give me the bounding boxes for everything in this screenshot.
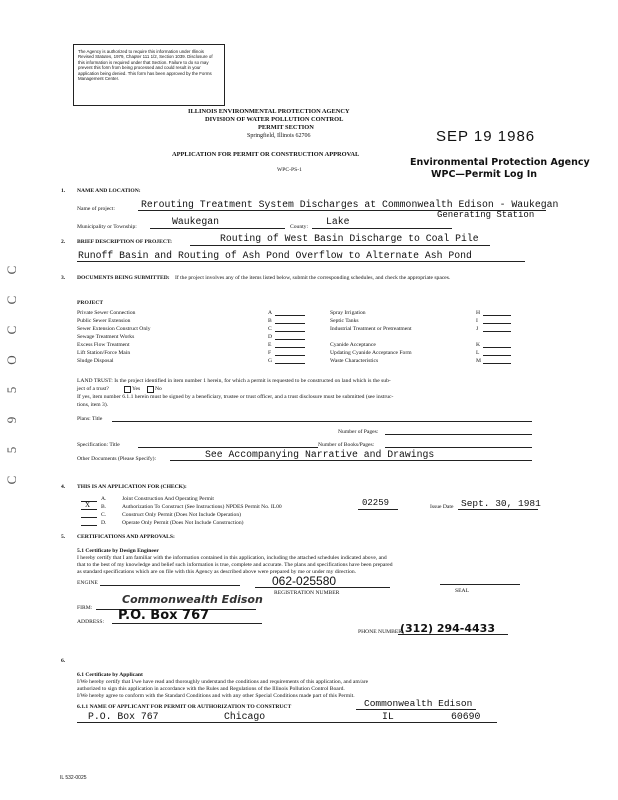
document-item-letter: H bbox=[476, 310, 481, 316]
land-trust-yes-label: Yes bbox=[132, 386, 141, 392]
stamp-log: WPC—Permit Log In bbox=[431, 169, 537, 180]
document-item: Excess Flow Treatment bbox=[77, 342, 130, 348]
project-name-value: Rerouting Treatment System Discharges at Commonwealth Edison - Waukegan bbox=[141, 199, 559, 210]
application-type-letter: B. bbox=[101, 504, 107, 510]
section-3-heading: DOCUMENTS BEING SUBMITTED: bbox=[77, 275, 170, 281]
land-trust-line-2: ject of a trust? bbox=[77, 386, 109, 392]
document-item: Sewage Treatment Works bbox=[77, 334, 135, 340]
project-name-value-2: Generating Station bbox=[437, 210, 535, 220]
section-6-number: 6. bbox=[61, 658, 66, 664]
margin-mark: C bbox=[4, 265, 19, 275]
document-item-letter: G bbox=[268, 358, 273, 364]
notice-box bbox=[73, 44, 225, 106]
land-trust-line-3: If yes, item number 6.1.1 herein must be signed by a beneficiary, trustee or trust officer, and a trust disclosure must be submitted (see instruc- bbox=[77, 394, 394, 400]
applicant-certificate-line-2: authorized to sign this application in accordance with the Rules and Regulations of the Illinois Pollution Control Board. bbox=[77, 686, 345, 692]
applicant-zip: 60690 bbox=[451, 711, 481, 722]
firm-label: FIRM: bbox=[77, 605, 93, 611]
other-documents-value: See Accompanying Narrative and Drawings bbox=[205, 449, 435, 460]
section-5-number: 5. bbox=[61, 534, 66, 540]
plans-title-label: Plans: Title bbox=[77, 416, 103, 422]
application-type-letter: C. bbox=[101, 512, 107, 518]
margin-mark: C bbox=[4, 295, 19, 305]
form-footer: IL 532-0025 bbox=[60, 775, 87, 781]
document-item-letter: I bbox=[476, 318, 478, 324]
section-name: PERMIT SECTION bbox=[258, 124, 314, 131]
document-item-letter: L bbox=[476, 350, 480, 356]
applicant-name-label: 6.1.1 NAME OF APPLICANT FOR PERMIT OR AUTHORIZATION TO CONSTRUCT bbox=[77, 704, 292, 710]
engineer-certificate-line-2: that to the best of my knowledge and belief such information is true, complete and accurate. The plans and specifications have been prepared bbox=[77, 562, 393, 568]
document-item-letter: K bbox=[476, 342, 481, 348]
registration-number-value: 062-025580 bbox=[272, 574, 337, 588]
form-number: WPC-PS-1 bbox=[277, 167, 302, 173]
engineer-certificate-line-3: as standard specifications which are on file with this Agency as described above were prepared by me or under my direction. bbox=[77, 569, 357, 575]
section-2-heading: BRIEF DESCRIPTION OF PROJECT: bbox=[77, 239, 173, 245]
division-name: DIVISION OF WATER POLLUTION CONTROL bbox=[205, 116, 344, 123]
section-2-number: 2. bbox=[61, 239, 66, 245]
margin-mark: 5 bbox=[4, 386, 19, 394]
section-3-intro: If the project involves any of the items listed below, submit the corresponding schedules, and check the appropriate spaces. bbox=[175, 275, 451, 281]
document-item: Septic Tanks bbox=[330, 318, 359, 324]
application-type-mark: X bbox=[85, 501, 91, 509]
other-documents-label: Other Documents (Please Specify): bbox=[77, 456, 157, 462]
document-item: Industrial Treatment or Pretreatment bbox=[330, 326, 412, 332]
section-1-heading: NAME AND LOCATION: bbox=[77, 188, 141, 194]
document-item: Waste Characteristics bbox=[330, 358, 379, 364]
document-item-letter: D bbox=[268, 334, 273, 340]
npdes-permit-number: 02259 bbox=[362, 498, 390, 508]
land-trust-no-label: No bbox=[155, 386, 162, 392]
section-3-number: 3. bbox=[61, 275, 66, 281]
application-type-label: Joint Construction And Operating Permit bbox=[122, 496, 214, 502]
document-item: Updating Cyanide Acceptance Form bbox=[330, 350, 412, 356]
document-item: Public Sewer Extension bbox=[77, 318, 131, 324]
phone-number-value: (312) 294-4433 bbox=[400, 622, 495, 635]
phone-number-label: PHONE NUMBER: bbox=[358, 629, 404, 635]
municipality-value: Waukegan bbox=[172, 216, 220, 227]
project-description-line-1: Routing of West Basin Discharge to Coal Pile bbox=[220, 233, 479, 244]
margin-mark: C bbox=[4, 475, 19, 485]
agency-name: ILLINOIS ENVIRONMENTAL PROTECTION AGENCY bbox=[188, 108, 350, 115]
section-4-heading: THIS IS AN APPLICATION FOR (CHECK): bbox=[77, 484, 187, 490]
application-type-letter: D. bbox=[101, 520, 107, 526]
applicant-state: IL bbox=[382, 711, 394, 722]
applicant-certificate-line-1: I/We hereby certify that I/we have read and thoroughly understand the conditions and requirements of this application, and am/are bbox=[77, 679, 369, 685]
document-item: Sewer Extension Construct Only bbox=[77, 326, 151, 332]
document-item: Lift Station/Force Main bbox=[77, 350, 131, 356]
margin-mark: O bbox=[4, 355, 19, 365]
section-1-number: 1. bbox=[61, 188, 66, 194]
land-trust-line-4: tions, item 3). bbox=[77, 402, 109, 408]
document-item-letter: C bbox=[268, 326, 272, 332]
notice-text: The Agency is authorized to require this information under Illinois Revised Statutes, 1979, Chapter 111 1/2, Section 1039. Disclosure of this information is required under that Section. Failure to do so may prevent this form from being processed and could result in your application being denied. This form has been approved by the Forms Management Center. bbox=[78, 49, 213, 82]
applicant-certificate-heading: 6.1 Certificate by Applicant bbox=[77, 672, 143, 678]
municipality-label: Municipality or Township: bbox=[77, 224, 137, 230]
application-type-label: Construct Only Permit (Does Not Include Operation) bbox=[122, 512, 241, 518]
application-type-letter: A. bbox=[101, 496, 107, 502]
number-of-books-label: Number of Books/Pages: bbox=[318, 442, 375, 448]
firm-signature: Commonwealth Edison bbox=[122, 593, 263, 606]
margin-mark: 5 bbox=[4, 446, 19, 454]
address-label: ADDRESS: bbox=[77, 619, 105, 625]
engineer-certificate-line-1: I hereby certify that I am familiar with the information contained in this application, including the attached schedules indicated above, and bbox=[77, 555, 387, 561]
project-name-label: Name of project: bbox=[77, 206, 115, 212]
county-label: County: bbox=[290, 224, 309, 230]
project-heading: PROJECT bbox=[77, 300, 104, 306]
issue-date-value: Sept. 30, 1981 bbox=[461, 498, 541, 509]
seal-label: SEAL bbox=[455, 588, 469, 594]
section-5-heading: CERTIFICATIONS AND APPROVALS: bbox=[77, 534, 175, 540]
document-item-letter: M bbox=[476, 358, 481, 364]
applicant-city: Chicago bbox=[224, 711, 266, 722]
document-item: Private Sewer Connection bbox=[77, 310, 136, 316]
received-date-stamp: SEP 19 1986 bbox=[436, 128, 536, 145]
engineer-label: ENGINE bbox=[77, 580, 98, 586]
registration-number-label: REGISTRATION NUMBER bbox=[274, 590, 340, 596]
county-value: Lake bbox=[326, 216, 350, 227]
land-trust-no-checkbox[interactable] bbox=[147, 386, 154, 393]
land-trust-yes-checkbox[interactable] bbox=[124, 386, 131, 393]
address-value: P.O. Box 767 bbox=[118, 608, 210, 623]
application-type-label: Authorization To Construct (See Instructions) NPDES Permit No. IL00 bbox=[122, 504, 282, 510]
document-item-letter: A bbox=[268, 310, 273, 316]
application-type-label: Operate Only Permit (Does Not Include Construction) bbox=[122, 520, 244, 526]
applicant-name-value: Commonwealth Edison bbox=[364, 698, 473, 709]
document-item-letter: J bbox=[476, 326, 479, 332]
applicant-po-box: P.O. Box 767 bbox=[88, 711, 159, 722]
document-item-letter: F bbox=[268, 350, 272, 356]
agency-address: Springfield, Illinois 62706 bbox=[247, 133, 311, 139]
margin-mark: C bbox=[4, 325, 19, 335]
stamp-agency: Environmental Protection Agency bbox=[410, 157, 590, 168]
engineer-certificate-heading: 5.1 Certificate by Design Engineer bbox=[77, 548, 159, 554]
document-item: Sludge Disposal bbox=[77, 358, 114, 364]
number-of-pages-label: Number of Pages: bbox=[338, 429, 379, 435]
section-4-number: 4. bbox=[61, 484, 66, 490]
document-item-letter: B bbox=[268, 318, 272, 324]
form-title: APPLICATION FOR PERMIT OR CONSTRUCTION APPROVAL bbox=[172, 151, 360, 158]
document-item-letter: E bbox=[268, 342, 272, 348]
document-item: Cyanide Acceptance bbox=[330, 342, 376, 348]
issue-date-label: Issue Date bbox=[430, 504, 454, 510]
land-trust-line-1: LAND TRUST: Is the project identified in item number 1 herein, for which a permit is requested to be constructed on land which is the sub- bbox=[77, 378, 391, 384]
applicant-certificate-line-3: I/We hereby agree to conform with the Standard Conditions and with any other Special Conditions made part of this Permit. bbox=[77, 693, 355, 699]
project-description-line-2: Runoff Basin and Routing of Ash Pond Overflow to Alternate Ash Pond bbox=[78, 250, 472, 261]
margin-mark: 9 bbox=[4, 416, 19, 424]
specification-title-label: Specification: Title bbox=[77, 442, 120, 448]
document-item: Spray Irrigation bbox=[330, 310, 366, 316]
